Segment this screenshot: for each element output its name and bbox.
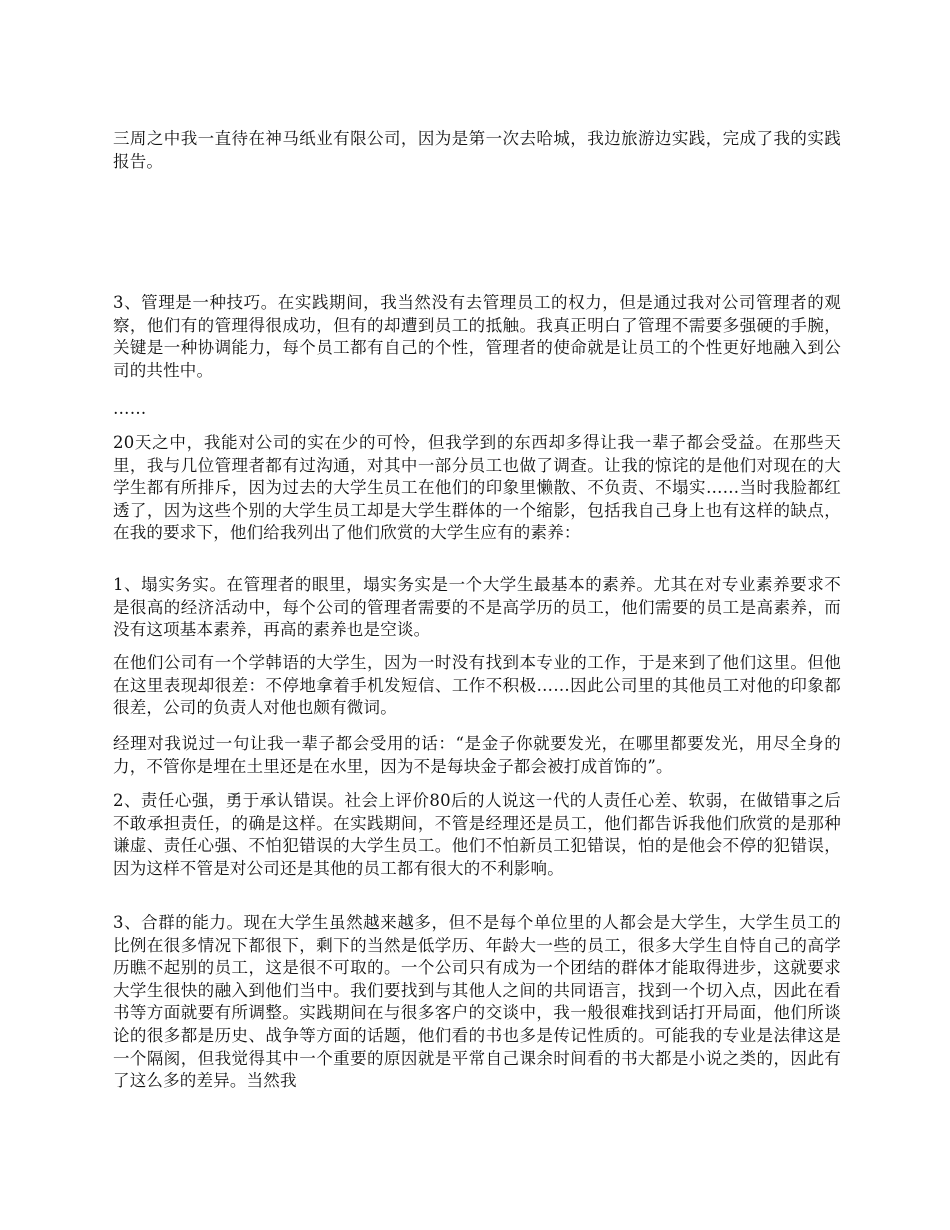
paragraph-ellipsis: ……	[113, 399, 147, 418]
paragraph-practice-intro: 三周之中我一直待在神马纸业有限公司，因为是第一次去哈城，我边旅游边实践，完成了我的实践报告。	[113, 129, 841, 171]
paragraph-manager-quote: 经理对我说过一句让我一辈子都会受用的话：“是金子你就要发光，在哪里都要发光，用尽全身的力，不管你是埋在土里还是在水里，因为不是每块金子都会被打成首饰的”。	[113, 734, 841, 776]
paragraph-teamwork: 3、合群的能力。现在大学生虽然越来越多，但不是每个单位里的人都会是大学生，大学生员工的比例在很多情况下都很下，剩下的当然是低学历、年龄大一些的员工，很多大学生自恃自己的高学历瞧不起别的员工，这是很不可取的。一个公司只有成为一个团结的群体才能取得进步，这就要求大学生很快的融入到他们当中。我们要找到与其他人之间的共同语言，找到一个切入点，因此在看书等方面就要有所调整。实践期间在与很多客户的交谈中，我一般很难找到话打开局面，他们所谈论的很多都是历史、战争等方面的话题，他们看的书也多是传记性质的。可能我的专业是法律这是一个隔阂，但我觉得其中一个重要的原因就是平常自己课余时间看的书大都是小说之类的，因此有了这么多的差异。当然我	[113, 913, 841, 1091]
paragraph-down-to-earth: 1、塌实务实。在管理者的眼里，塌实务实是一个大学生最基本的素养。尤其在对专业素养要求不是很高的经济活动中，每个公司的管理者需要的不是高学历的员工，他们需要的员工是高素养，而没有这项基本素养，再高的素养也是空谈。	[113, 575, 841, 640]
paragraph-responsibility: 2、责任心强，勇于承认错误。社会上评价80后的人说这一代的人责任心差、软弱，在做错事之后不敢承担责任，的确是这样。在实践期间，不管是经理还是员工，他们都告诉我他们欣赏的是那种谦虚、责任心强、不怕犯错误的大学生员工。他们不怕新员工犯错误，怕的是他会不停的犯错误，因为这样不管是对公司还是其他的员工都有很大的不利影响。	[113, 791, 841, 878]
paragraph-twenty-days: 20天之中，我能对公司的实在少的可怜，但我学到的东西却多得让我一辈子都会受益。在那些天里，我与几位管理者都有过沟通，对其中一部分员工也做了调查。让我的惊诧的是他们对现在的大学生都有所排斥，因为过去的大学生员工在他们的印象里懒散、不负责、不塌实……当时我脸都红透了，因为这些个别的大学生员工却是大学生群体的一个缩影，包括我自己身上也有这样的缺点，在我的要求下，他们给我列出了他们欣赏的大学生应有的素养：	[113, 433, 841, 543]
paragraph-management-skill: 3、管理是一种技巧。在实践期间，我当然没有去管理员工的权力，但是通过我对公司管理者的观察，他们有的管理得很成功，但有的却遭到员工的抵触。我真正明白了管理不需要多强硬的手腕，关键是一种协调能力，每个员工都有自己的个性，管理者的使命就是让员工的个性更好地融入到公司的共性中。	[113, 293, 841, 380]
paragraph-korean-student: 在他们公司有一个学韩语的大学生，因为一时没有找到本专业的工作，于是来到了他们这里。但他在这里表现却很差：不停地拿着手机发短信、工作不积极……因此公司里的其他员工对他的印象都很差，公司的负责人对他也颇有微词。	[113, 653, 841, 718]
